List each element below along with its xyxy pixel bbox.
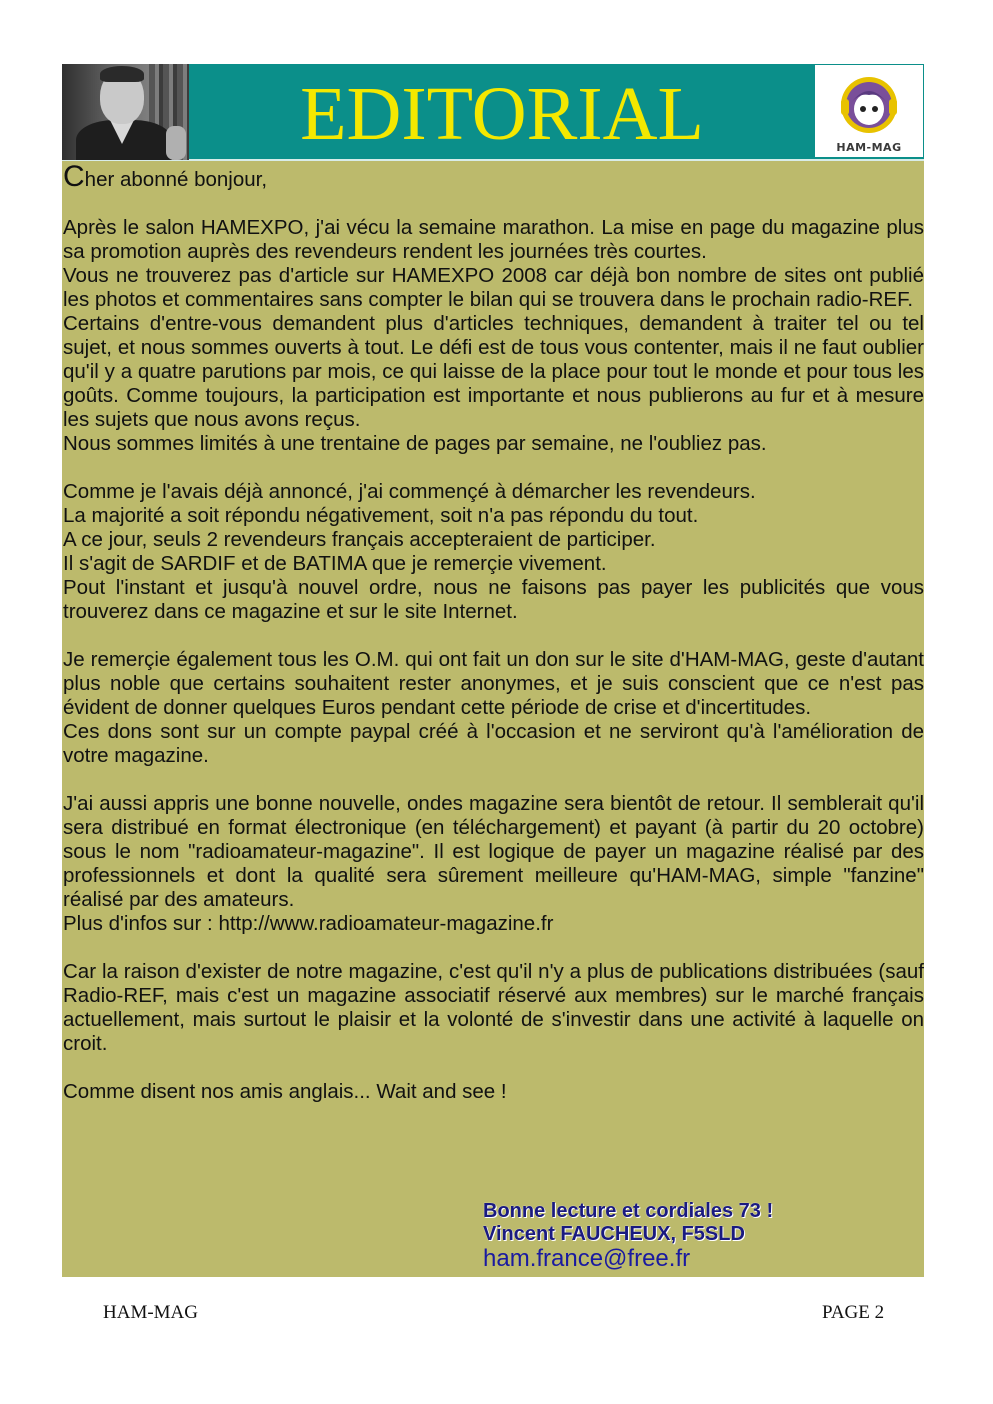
mascot-icon xyxy=(835,69,903,137)
footer-magazine-name: HAM-MAG xyxy=(103,1302,198,1323)
paragraph: La majorité a soit répondu négativement, soit n'a pas répondu du tout. xyxy=(63,504,699,527)
ham-mag-logo xyxy=(815,65,923,157)
paragraph: Car la raison d'exister de notre magazine, c'est qu'il n'y a plus de publications distribuées (sauf Radio-REF, mais c'est un magazine associatif réservé aux membres) sur le marché français actuellement, mais surtout le plaisir et la volonté de s'investir dans une activité à laquelle on croit. xyxy=(63,960,924,1055)
paragraph: Il s'agit de SARDIF et de BATIMA que je remerçie vivement. xyxy=(63,552,607,575)
footer-page-number: PAGE 2 xyxy=(822,1302,885,1323)
editorial-header xyxy=(62,64,924,161)
paragraph: Je remerçie également tous les O.M. qui ont fait un don sur le site d'HAM-MAG, geste d'autant plus noble que certains souhaitent rester anonymes, et je suis conscient que ce n'est pas évident de donner quelques Euros pendant cette période de crise et d'incertitudes. xyxy=(63,648,924,719)
author-photo xyxy=(62,64,189,160)
author-name: Vincent FAUCHEUX, F5SLD xyxy=(483,1223,745,1245)
greeting xyxy=(63,160,924,193)
paragraph: Après le salon HAMEXPO, j'ai vécu la semaine marathon. La mise en page du magazine plus sa promotion auprès des revendeurs rendent les journées très courtes. xyxy=(63,216,924,263)
paragraph: Comme je l'avais déjà annoncé, j'ai commençé à démarcher les revendeurs. xyxy=(63,480,756,503)
email-link[interactable]: ham.france@free.fr xyxy=(483,1245,691,1272)
paragraph: J'ai aussi appris une bonne nouvelle, ondes magazine sera bientôt de retour. Il semblerait qu'il sera distribué en format électronique (en téléchargement) et payant (à partir du 20 octobre) sous le nom "radioamateur-magazine". Il est logique de payer un magazine réalisé par des professionnels et dont la qualité sera sûrement meilleure qu'HAM-MAG, simple "fanzine" réalisé par des amateurs. xyxy=(63,792,924,911)
paragraph: Plus d'infos sur : http://www.radioamateur-magazine.fr xyxy=(63,912,554,935)
greeting-text: her abonné bonjour, xyxy=(84,168,268,191)
author-hair xyxy=(100,66,144,82)
closing-line: Bonne lecture et cordiales 73 ! xyxy=(483,1200,774,1222)
paragraph: Certains d'entre-vous demandent plus d'articles techniques, demandent à traiter tel ou tel sujet, et nous sommes ouverts à tout. Le défi est de tous vous contenter, mais il ne faut oublier qu'il y a quatre parutions par mois, ce qui laisse de la place pour tout le monde et pour tous les goûts. Comme toujours, la participation est importante et nous publierons au fur et à mesure les sujets que nous avons reçus. xyxy=(63,312,924,431)
signature-block xyxy=(483,1200,773,1272)
logo-text: HAM-MAG xyxy=(836,141,902,154)
editorial-body xyxy=(62,161,924,1277)
paragraph: A ce jour, seuls 2 revendeurs français accepteraient de participer. xyxy=(63,528,656,551)
drop-cap: C xyxy=(63,160,85,193)
paragraph: Vous ne trouverez pas d'article sur HAMEXPO 2008 car déjà bon nombre de sites ont publié les photos et commentaires sans compter le bilan qui se trouvera dans le prochain radio-REF. xyxy=(63,264,924,311)
paragraph: Comme disent nos amis anglais... Wait and see ! xyxy=(63,1080,507,1103)
paragraph: Pout l'instant et jusqu'à nouvel ordre, nous ne faisons pas payer les publicités que vous trouverez dans ce magazine et sur le site Internet. xyxy=(63,576,924,623)
thumbs-up xyxy=(166,126,186,160)
page-title: EDITORIAL xyxy=(300,72,704,156)
paragraph: Nous sommes limités à une trentaine de pages par semaine, ne l'oubliez pas. xyxy=(63,432,767,455)
paragraph: Ces dons sont sur un compte paypal créé à l'occasion et ne serviront qu'à l'amélioration de votre magazine. xyxy=(63,720,924,767)
